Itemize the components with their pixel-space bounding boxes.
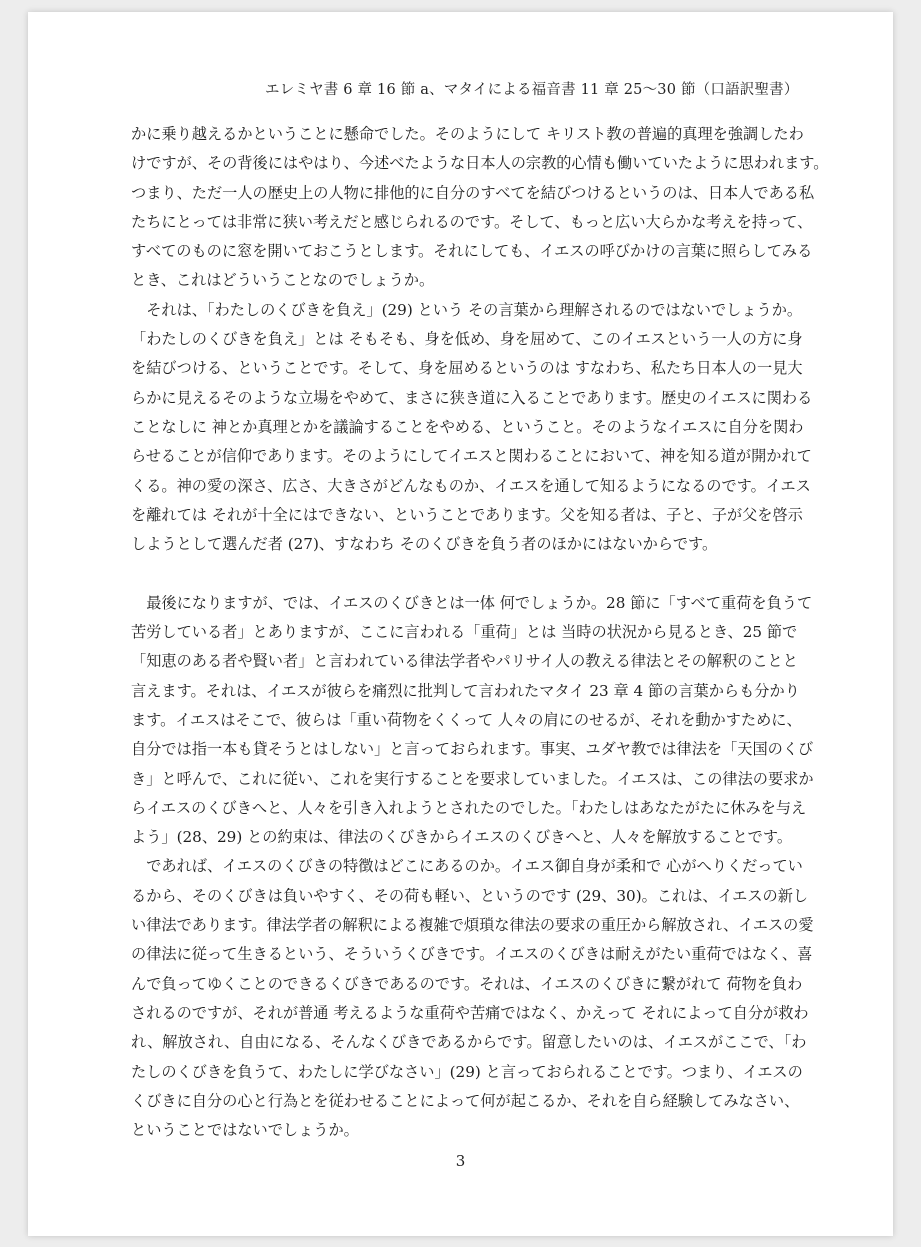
- text-line: くびきに自分の心と行為とを従わせることによって何が起こるか、それを自ら経験してみなさい、: [131, 1091, 800, 1110]
- text-line: の律法に従って生きるという、そういうくびきです。イエスのくびきは耐えがたい重荷ではなく、喜: [131, 945, 813, 964]
- text-line: とき、これはどういうことなのでしょうか。: [131, 271, 435, 290]
- text-line: を結びつける、ということです。そして、身を屈めるというのは すなわち、私たち日本人の一見大: [131, 359, 803, 378]
- paragraph-3: [131, 589, 814, 853]
- text-line: かに乗り越えるかということに懸命でした。そのようにして キリスト教の普遍的真理を強調したわ: [131, 125, 804, 143]
- text-line: らイエスのくびきへと、人々を引き入れようとされたのでした。「わたしはあなたがたに休みを与え: [131, 798, 807, 817]
- text-line: ことなしに 神とか真理とかを議論することをやめる、ということ。そのようなイエスに自分を関わ: [131, 417, 804, 436]
- document-page: [28, 12, 893, 1236]
- text-line: 自分では指一本も貸そうとはしない」と言っておられます。事実、ユダヤ教では律法を「天国のくび: [131, 740, 814, 759]
- text-line: たちにとっては非常に狭い考えだと感じられるのです。そして、もっと広い大らかな考えを持って、: [131, 212, 813, 231]
- paragraph-gap: [131, 559, 801, 588]
- text-line: 「わたしのくびきを負え」とは そもそも、身を低め、身を屈めて、このイエスという一人の方に身: [131, 330, 803, 349]
- paragraph-4: [131, 852, 814, 1145]
- text-line: されるのですが、それが普通 考えるような重荷や苦痛ではなく、かえって それによって自分が救わ: [131, 1003, 809, 1022]
- text-line: き」と呼んで、これに従い、これを実行することを要求していました。イエスは、この律法の要求か: [131, 769, 814, 788]
- document-body: [131, 120, 829, 1145]
- paragraph-1: [131, 120, 829, 296]
- text-line: ということではないでしょうか。: [131, 1121, 359, 1140]
- text-line: んで負ってゆくことのできるくびきであるのです。それは、イエスのくびきに繋がれて 荷物を負わ: [131, 974, 803, 993]
- text-line: ます。イエスはそこで、彼らは「重い荷物をくくって 人々の肩にのせるが、それを動かすために、: [131, 710, 802, 729]
- text-line: 「知恵のある者や賢い者」と言われている律法学者やパリサイ人の教える律法とその解釈のことと: [131, 652, 798, 671]
- text-line: 言えます。それは、イエスが彼らを痛烈に批判して言われたマタイ 23 章 4 節の言葉からも分かり: [131, 681, 800, 700]
- text-line: よう」(28、29) との約束は、律法のくびきからイエスのくびきへと、人々を解放することです。: [131, 828, 793, 847]
- text-line: くる。神の愛の深さ、広さ、大きさがどんなものか、イエスを通して知るようになるのです。イエス: [131, 476, 811, 495]
- text-line: い律法であります。律法学者の解釈による複雑で煩瑣な律法の要求の重圧から解放され、イエスの愛: [131, 916, 814, 935]
- text-line: らかに見えるそのような立場をやめて、まさに狭き道に入ることであります。歴史のイエスに関わる: [131, 388, 813, 407]
- text-line: であれば、イエスのくびきの特徴はどこにあるのか。イエス御自身が柔和で 心がへりくだってい: [131, 857, 803, 876]
- text-line: しようとして選んだ者 (27)、すなわち そのくびきを負う者のほかにはないからです。: [131, 535, 718, 554]
- text-line: けですが、その背後にはやはり、今述べたような日本人の宗教的心情も働いていたように思われます。: [131, 154, 829, 173]
- text-line: すべてのものに窓を開いておこうとします。それにしても、イエスの呼びかけの言葉に照らしてみる: [131, 242, 813, 261]
- page-number: 3: [455, 1152, 466, 1170]
- text-line: れ、解放され、自由になる、そんなくびきであるからです。留意したいのは、イエスがここで、「わ: [131, 1033, 807, 1052]
- text-line: るから、そのくびきは負いやすく、その荷も軽い、というのです (29、30)。これは、イエスの新し: [131, 886, 809, 905]
- text-line: たしのくびきを負うて、わたしに学びなさい」(29) と言っておられることです。つまり、イエスの: [131, 1062, 803, 1081]
- text-line: それは、「わたしのくびきを負え」(29) という その言葉から理解されるのではないでしょうか。: [131, 300, 803, 319]
- page-header: エレミヤ書 6 章 16 節 a、マタイによる福音書 11 章 25〜30 節（口語訳聖書）: [265, 82, 799, 98]
- text-line: を離れては それが十全にはできない、ということであります。父を知る者は、子と、子が父を啓示: [131, 505, 803, 524]
- paragraph-2: [131, 296, 813, 560]
- text-line: 最後になりますが、では、イエスのくびきとは一体 何でしょうか。28 節に「すべて重荷を負うて: [131, 593, 813, 612]
- text-line: つまり、ただ一人の歴史上の人物に排他的に自分のすべてを結びつけるというのは、日本人である私: [131, 183, 815, 202]
- text-line: らせることが信仰であります。そのようにしてイエスと関わることにおいて、神を知る道が開かれて: [131, 447, 812, 466]
- text-line: 苦労している者」とありますが、ここに言われる「重荷」とは 当時の状況から見るとき、25 節で: [131, 623, 798, 642]
